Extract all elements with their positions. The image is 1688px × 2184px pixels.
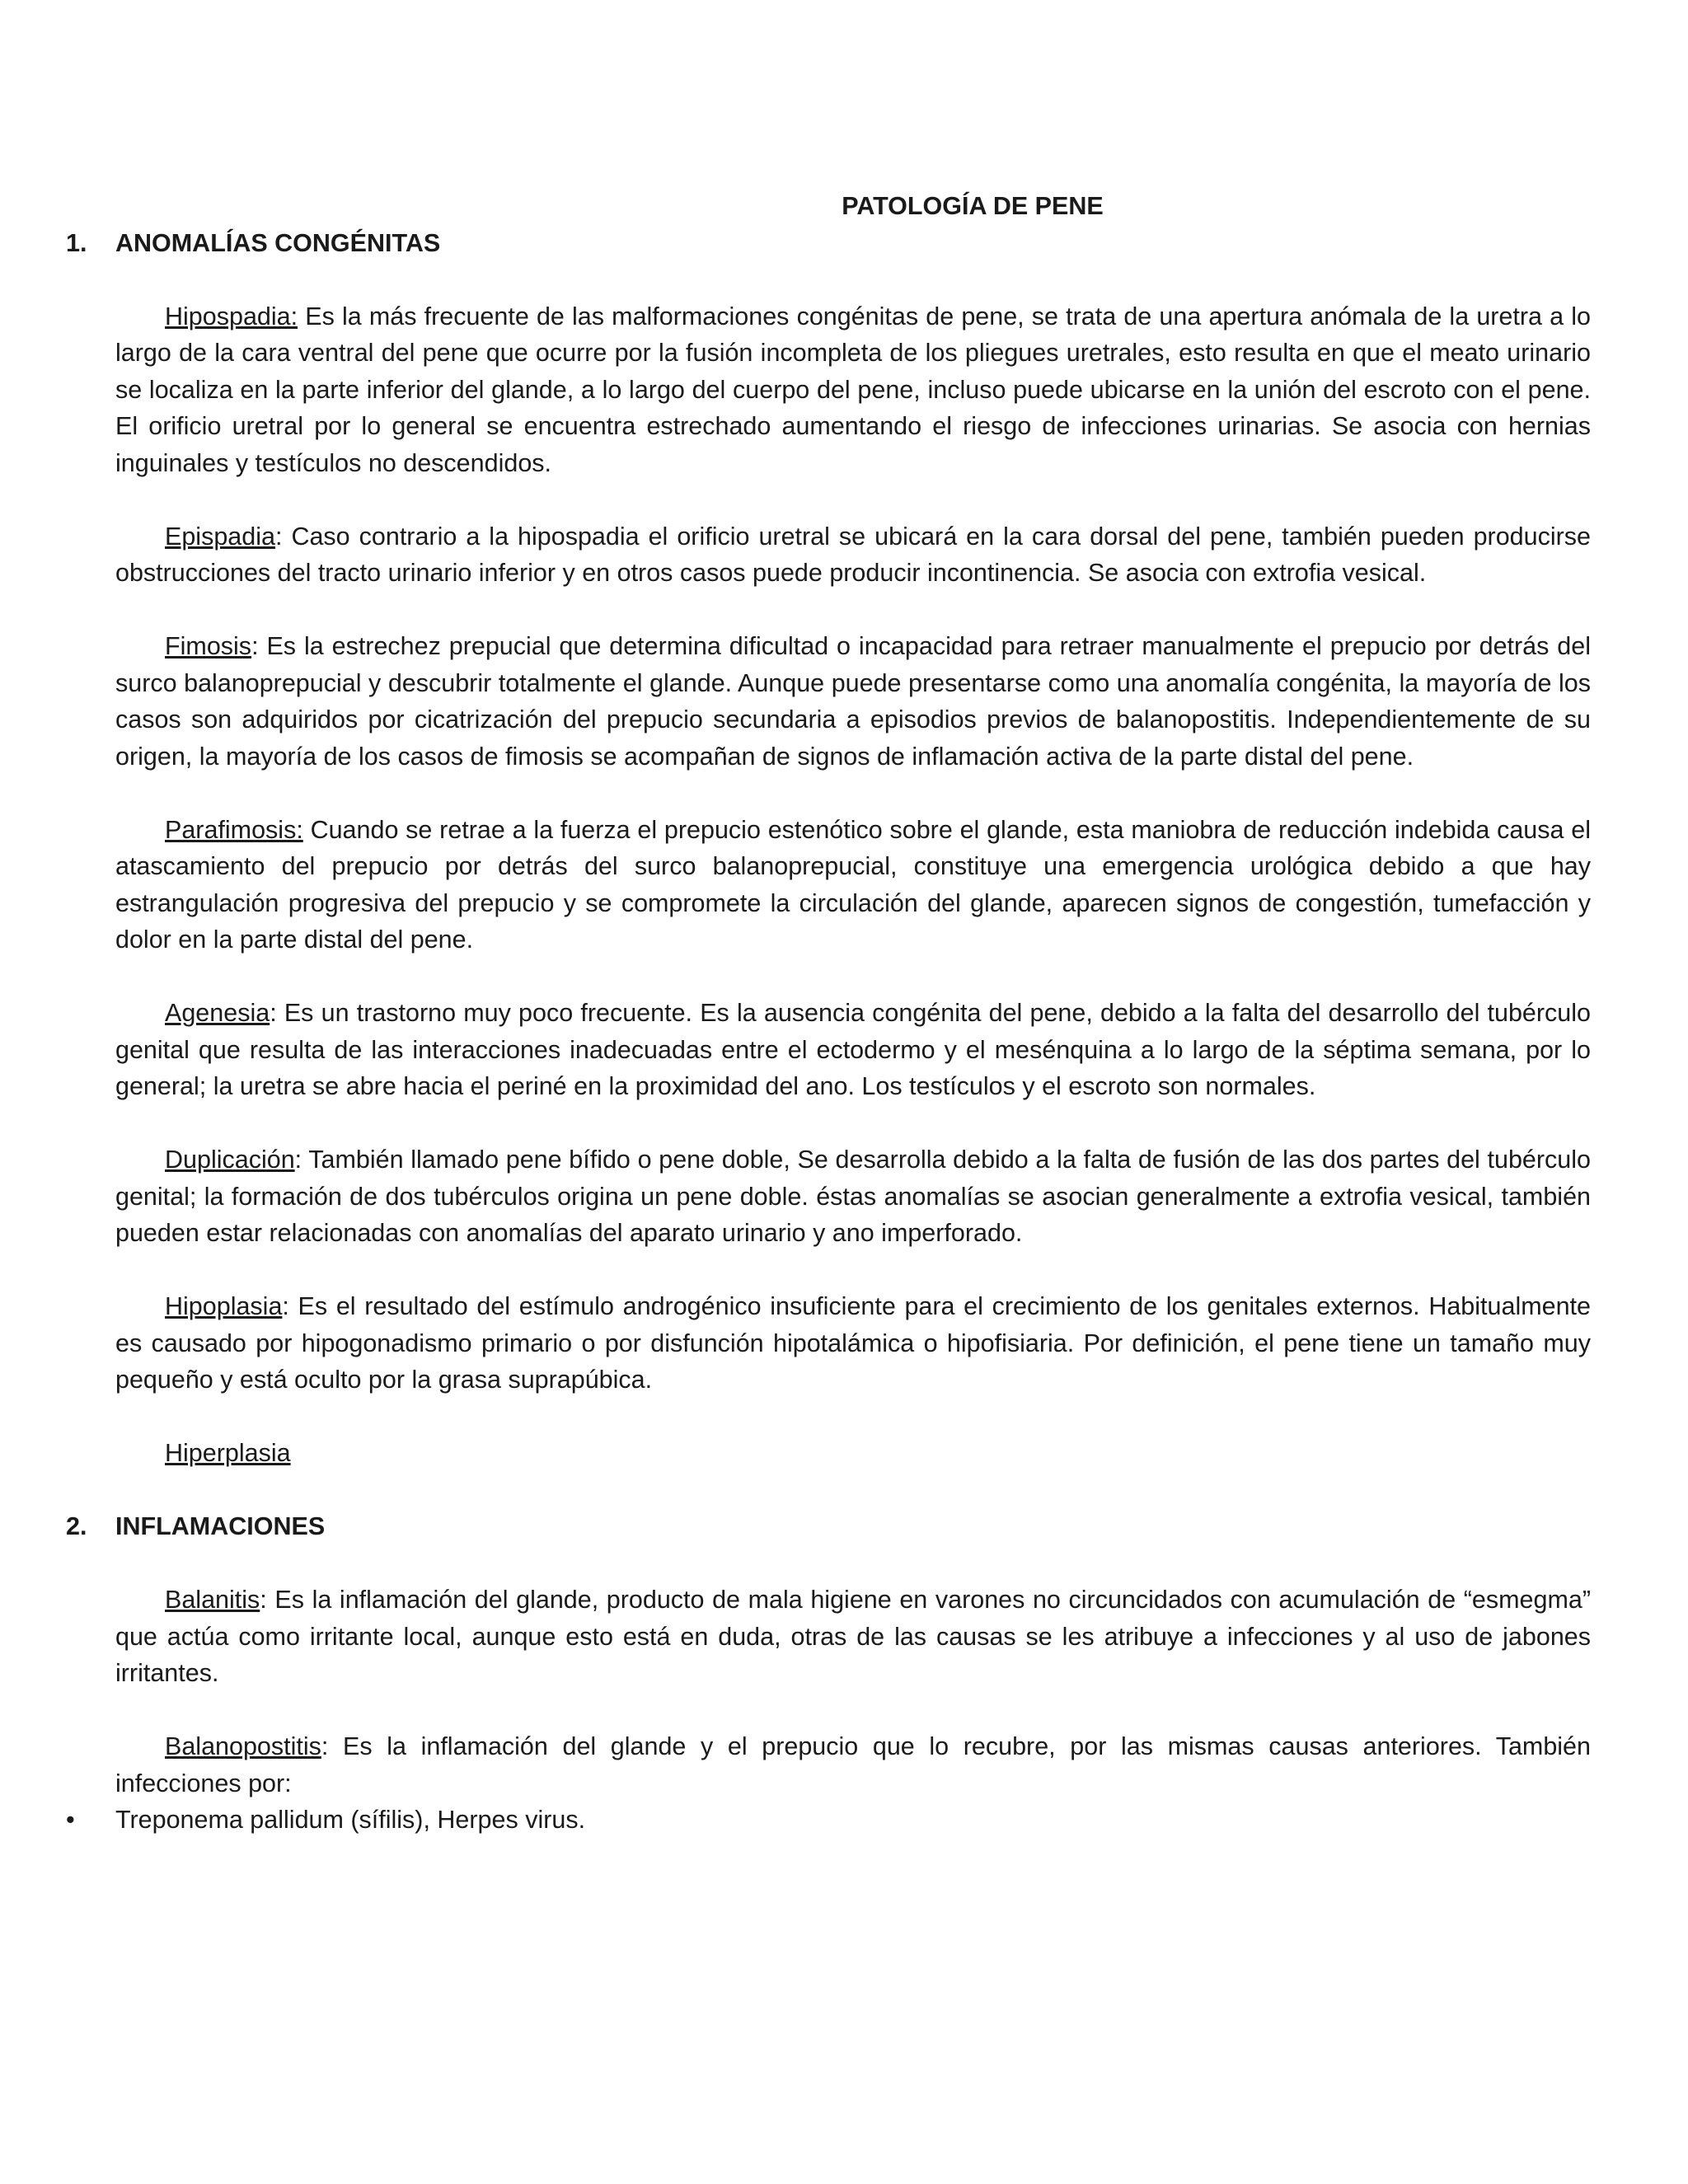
paragraph-text: : Es el resultado del estímulo androgénico insuficiente para el crecimiento de los genitales externos. Habitualmente es causado por hipogonadismo primario o por disfunción hipotalámica o hipofisiaria. Por definición, el pene tiene un tamaño muy pequeño y está oculto por la grasa suprapúbica. (115, 1292, 1591, 1394)
paragraph-hipoplasia (115, 1288, 1591, 1399)
document-content (66, 188, 1591, 1839)
section-title: ANOMALÍAS CONGÉNITAS (115, 228, 441, 257)
paragraph-balanitis (115, 1582, 1591, 1692)
paragraph-hiperplasia (115, 1435, 1591, 1472)
term-duplicacion: Duplicación (165, 1146, 295, 1174)
paragraph-balanopostitis (115, 1728, 1591, 1802)
section-heading-inflamaciones (66, 1508, 1591, 1545)
term-hipoplasia: Hipoplasia (165, 1292, 283, 1320)
term-agenesia: Agenesia (165, 999, 270, 1027)
paragraph-hipospadia (115, 298, 1591, 482)
term-parafimosis: Parafimosis: (165, 815, 303, 844)
term-epispadia: Epispadia (165, 522, 275, 551)
section-title: INFLAMACIONES (115, 1512, 326, 1540)
section-number: 1. (66, 228, 87, 257)
paragraph-text: Es la más frecuente de las malformaciones congénitas de pene, se trata de una apertura anómala de la uretra a lo largo de la cara ventral del pene que ocurre por la fusión incompleta de los pliegues uretrales, esto resulta en que el meato urinario se localiza en la parte inferior del glande, a lo largo del cuerpo del pene, incluso puede ubicarse en la unión del escroto con el pene. El orificio uretral por lo general se encuentra estrechado aumentando el riesgo de infecciones urinarias. Se asocia con hernias inguinales y testículos no descendidos. (115, 302, 1591, 477)
section-heading-anomalias (66, 225, 1591, 262)
paragraph-epispadia (115, 518, 1591, 592)
paragraph-text: : Caso contrario a la hipospadia el orificio uretral se ubicará en la cara dorsal del pene, también pueden producirse obstrucciones del tracto urinario inferior y en otros casos puede producir incontinencia. Se asocia con extrofia vesical. (115, 522, 1591, 587)
paragraph-agenesia (115, 995, 1591, 1105)
term-balanitis: Balanitis (165, 1586, 260, 1614)
document-title: PATOLOGÍA DE PENE (842, 192, 1104, 220)
bullet-icon: • (66, 1806, 75, 1834)
paragraph-text: : También llamado pene bífido o pene doble, Se desarrolla debido a la falta de fusión de las dos partes del tubérculo genital; la formación de dos tubérculos origina un pene doble. éstas anomalías se asocian generalmente a extrofia vesical, también pueden estar relacionadas con anomalías del aparato urinario y ano imperforado. (115, 1146, 1591, 1247)
paragraph-text: : Es la inflamación del glande, producto de mala higiene en varones no circuncidados con acumulación de “esmegma” que actúa como irritante local, aunque esto está en duda, otras de las causas se les atribuye a infecciones y al uso de jabones irritantes. (115, 1586, 1591, 1687)
bullet-item (66, 1802, 1591, 1839)
term-hiperplasia: Hiperplasia (165, 1439, 291, 1467)
term-balanopostitis: Balanopostitis (165, 1732, 321, 1760)
paragraph-text: : Es un trastorno muy poco frecuente. Es la ausencia congénita del pene, debido a la falta del desarrollo del tubérculo genital que resulta de las interacciones inadecuadas entre el ectodermo y el mesénquina a lo largo de la séptima semana, por lo general; la uretra se abre hacia el periné en la proximidad del ano. Los testículos y el escroto son normales. (115, 999, 1591, 1100)
paragraph-text: : Es la estrechez prepucial que determina dificultad o incapacidad para retraer manualmente el prepucio por detrás del surco balanoprepucial y descubrir totalmente el glande. Aunque puede presentarse como una anomalía congénita, la mayoría de los casos son adquiridos por cicatrización del prepucio secundaria a episodios previos de balanopostitis. Independientemente de su origen, la mayoría de los casos de fimosis se acompañan de signos de inflamación activa de la parte distal del pene. (115, 632, 1591, 771)
paragraph-text: Cuando se retrae a la fuerza el prepucio estenótico sobre el glande, esta maniobra de reducción indebida causa el atascamiento del prepucio por detrás del surco balanoprepucial, constituye una emergencia urológica debido a que hay estrangulación progresiva del prepucio y se compromete la circulación del glande, aparecen signos de congestión, tumefacción y dolor en la parte distal del pene. (115, 815, 1591, 954)
paragraph-fimosis (115, 628, 1591, 775)
paragraph-parafimosis (115, 812, 1591, 958)
bullet-text: Treponema pallidum (sífilis), Herpes virus. (115, 1806, 586, 1834)
section-number: 2. (66, 1512, 87, 1540)
paragraph-text: : Es la inflamación del glande y el prepucio que lo recubre, por las mismas causas anteriores. También infecciones por: (115, 1732, 1591, 1797)
term-fimosis: Fimosis (165, 632, 252, 660)
paragraph-duplicacion (115, 1141, 1591, 1252)
term-hipospadia: Hipospadia: (165, 302, 298, 330)
